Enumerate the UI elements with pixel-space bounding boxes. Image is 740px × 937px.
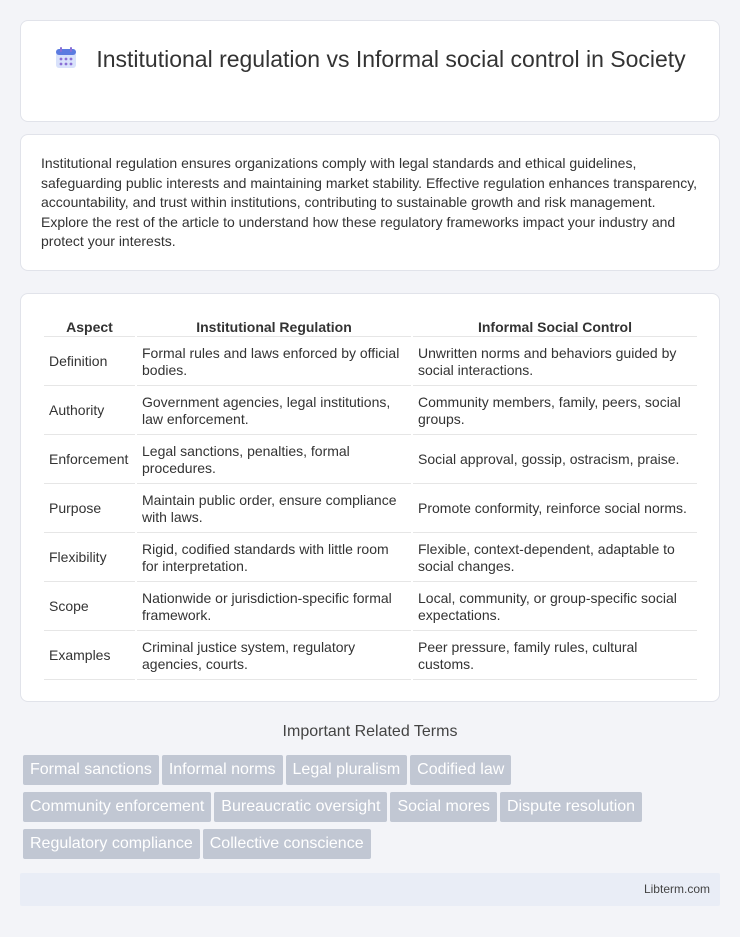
table-row — [44, 437, 697, 484]
related-term-tag[interactable]: Regulatory compliance — [23, 829, 200, 859]
related-term-tag[interactable]: Legal pluralism — [286, 755, 408, 785]
intro-paragraph: Institutional regulation ensures organizations comply with legal standards and ethical guidelines, safeguarding public interests and maintaining market stability. Effective regulation enhances transparency, accountability, and trust within institutions, contributing to sustainable growth and risk management. Explore the rest of the article to understand how these regulatory frameworks impact your industry and protect your interests. — [41, 155, 698, 250]
row-aspect: Purpose — [44, 486, 135, 533]
row-informal: Community members, family, peers, social groups. — [413, 388, 697, 435]
related-term-tag[interactable]: Dispute resolution — [500, 792, 642, 822]
header-institutional: Institutional Regulation — [137, 316, 411, 337]
footer-site-link[interactable]: Libterm.com — [643, 882, 710, 896]
calendar-icon — [54, 46, 78, 70]
row-informal: Unwritten norms and behaviors guided by social interactions. — [413, 339, 697, 386]
row-aspect: Enforcement — [44, 437, 135, 484]
related-term-tag[interactable]: Bureaucratic oversight — [214, 792, 387, 822]
page-title: Institutional regulation vs Informal social control in Society — [96, 46, 686, 72]
row-aspect: Authority — [44, 388, 135, 435]
related-terms-list — [23, 755, 723, 866]
header-informal: Informal Social Control — [413, 316, 697, 337]
row-informal: Local, community, or group-specific social expectations. — [413, 584, 697, 631]
row-institutional: Maintain public order, ensure compliance with laws. — [137, 486, 411, 533]
row-institutional: Government agencies, legal institutions, law enforcement. — [137, 388, 411, 435]
header-aspect: Aspect — [44, 316, 135, 337]
row-aspect: Examples — [44, 633, 135, 680]
row-institutional: Criminal justice system, regulatory agencies, courts. — [137, 633, 411, 680]
row-institutional: Rigid, codified standards with little room for interpretation. — [137, 535, 411, 582]
row-institutional: Formal rules and laws enforced by official bodies. — [137, 339, 411, 386]
intro-card — [20, 134, 720, 271]
related-term-tag[interactable]: Collective conscience — [203, 829, 371, 859]
comparison-card — [20, 293, 720, 702]
row-aspect: Definition — [44, 339, 135, 386]
row-institutional: Legal sanctions, penalties, formal procedures. — [137, 437, 411, 484]
title-card — [20, 20, 720, 122]
table-row — [44, 535, 697, 582]
table-row — [44, 584, 697, 631]
table-header-row — [44, 316, 697, 337]
related-terms-heading: Important Related Terms — [282, 723, 458, 740]
page-title-row — [21, 44, 719, 74]
related-term-tag[interactable]: Social mores — [390, 792, 496, 822]
row-informal: Flexible, context-dependent, adaptable to social changes. — [413, 535, 697, 582]
related-term-tag[interactable]: Community enforcement — [23, 792, 211, 822]
related-term-tag[interactable]: Codified law — [410, 755, 511, 785]
related-term-tag[interactable]: Formal sanctions — [23, 755, 159, 785]
row-aspect: Scope — [44, 584, 135, 631]
comparison-table — [42, 314, 699, 682]
row-institutional: Nationwide or jurisdiction-specific formal framework. — [137, 584, 411, 631]
table-row — [44, 486, 697, 533]
table-row — [44, 388, 697, 435]
table-row — [44, 339, 697, 386]
row-informal: Promote conformity, reinforce social norms. — [413, 486, 697, 533]
row-informal: Social approval, gossip, ostracism, praise. — [413, 437, 697, 484]
row-informal: Peer pressure, family rules, cultural customs. — [413, 633, 697, 680]
table-row — [44, 633, 697, 680]
footer — [20, 873, 720, 906]
row-aspect: Flexibility — [44, 535, 135, 582]
related-term-tag[interactable]: Informal norms — [162, 755, 283, 785]
